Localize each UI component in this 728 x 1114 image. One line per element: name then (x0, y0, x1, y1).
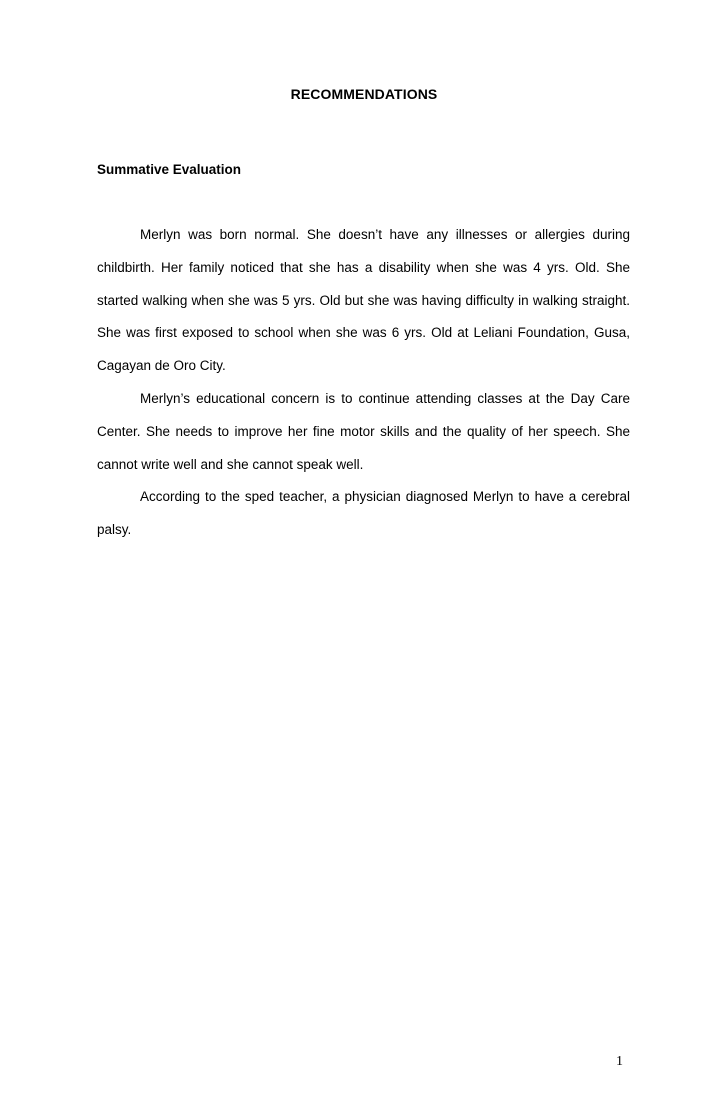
paragraph-background: Merlyn was born normal. She doesn’t have any illnesses or allergies during childbirth. Her family noticed that she has a disability when she was 4 yrs. Old. She started walking when she was 5 yrs. Old but she was having difficulty in walking straight. She was first exposed to school when she was 6 yrs. Old at Leliani Foundation, Gusa, Cagayan de Oro City. (97, 227, 630, 374)
paragraph-diagnosis: According to the sped teacher, a physician diagnosed Merlyn to have a cerebral palsy. (97, 489, 630, 538)
body-text (97, 219, 630, 547)
section-heading: Summative Evaluation (97, 162, 242, 177)
paragraph-educational-concern: Merlyn’s educational concern is to continue attending classes at the Day Care Center. She needs to improve her fine motor skills and the quality of her speech. She cannot write well and she cannot speak well. (97, 390, 630, 472)
document-title: RECOMMENDATIONS (290, 86, 438, 102)
page-number: 1 (616, 1054, 623, 1069)
